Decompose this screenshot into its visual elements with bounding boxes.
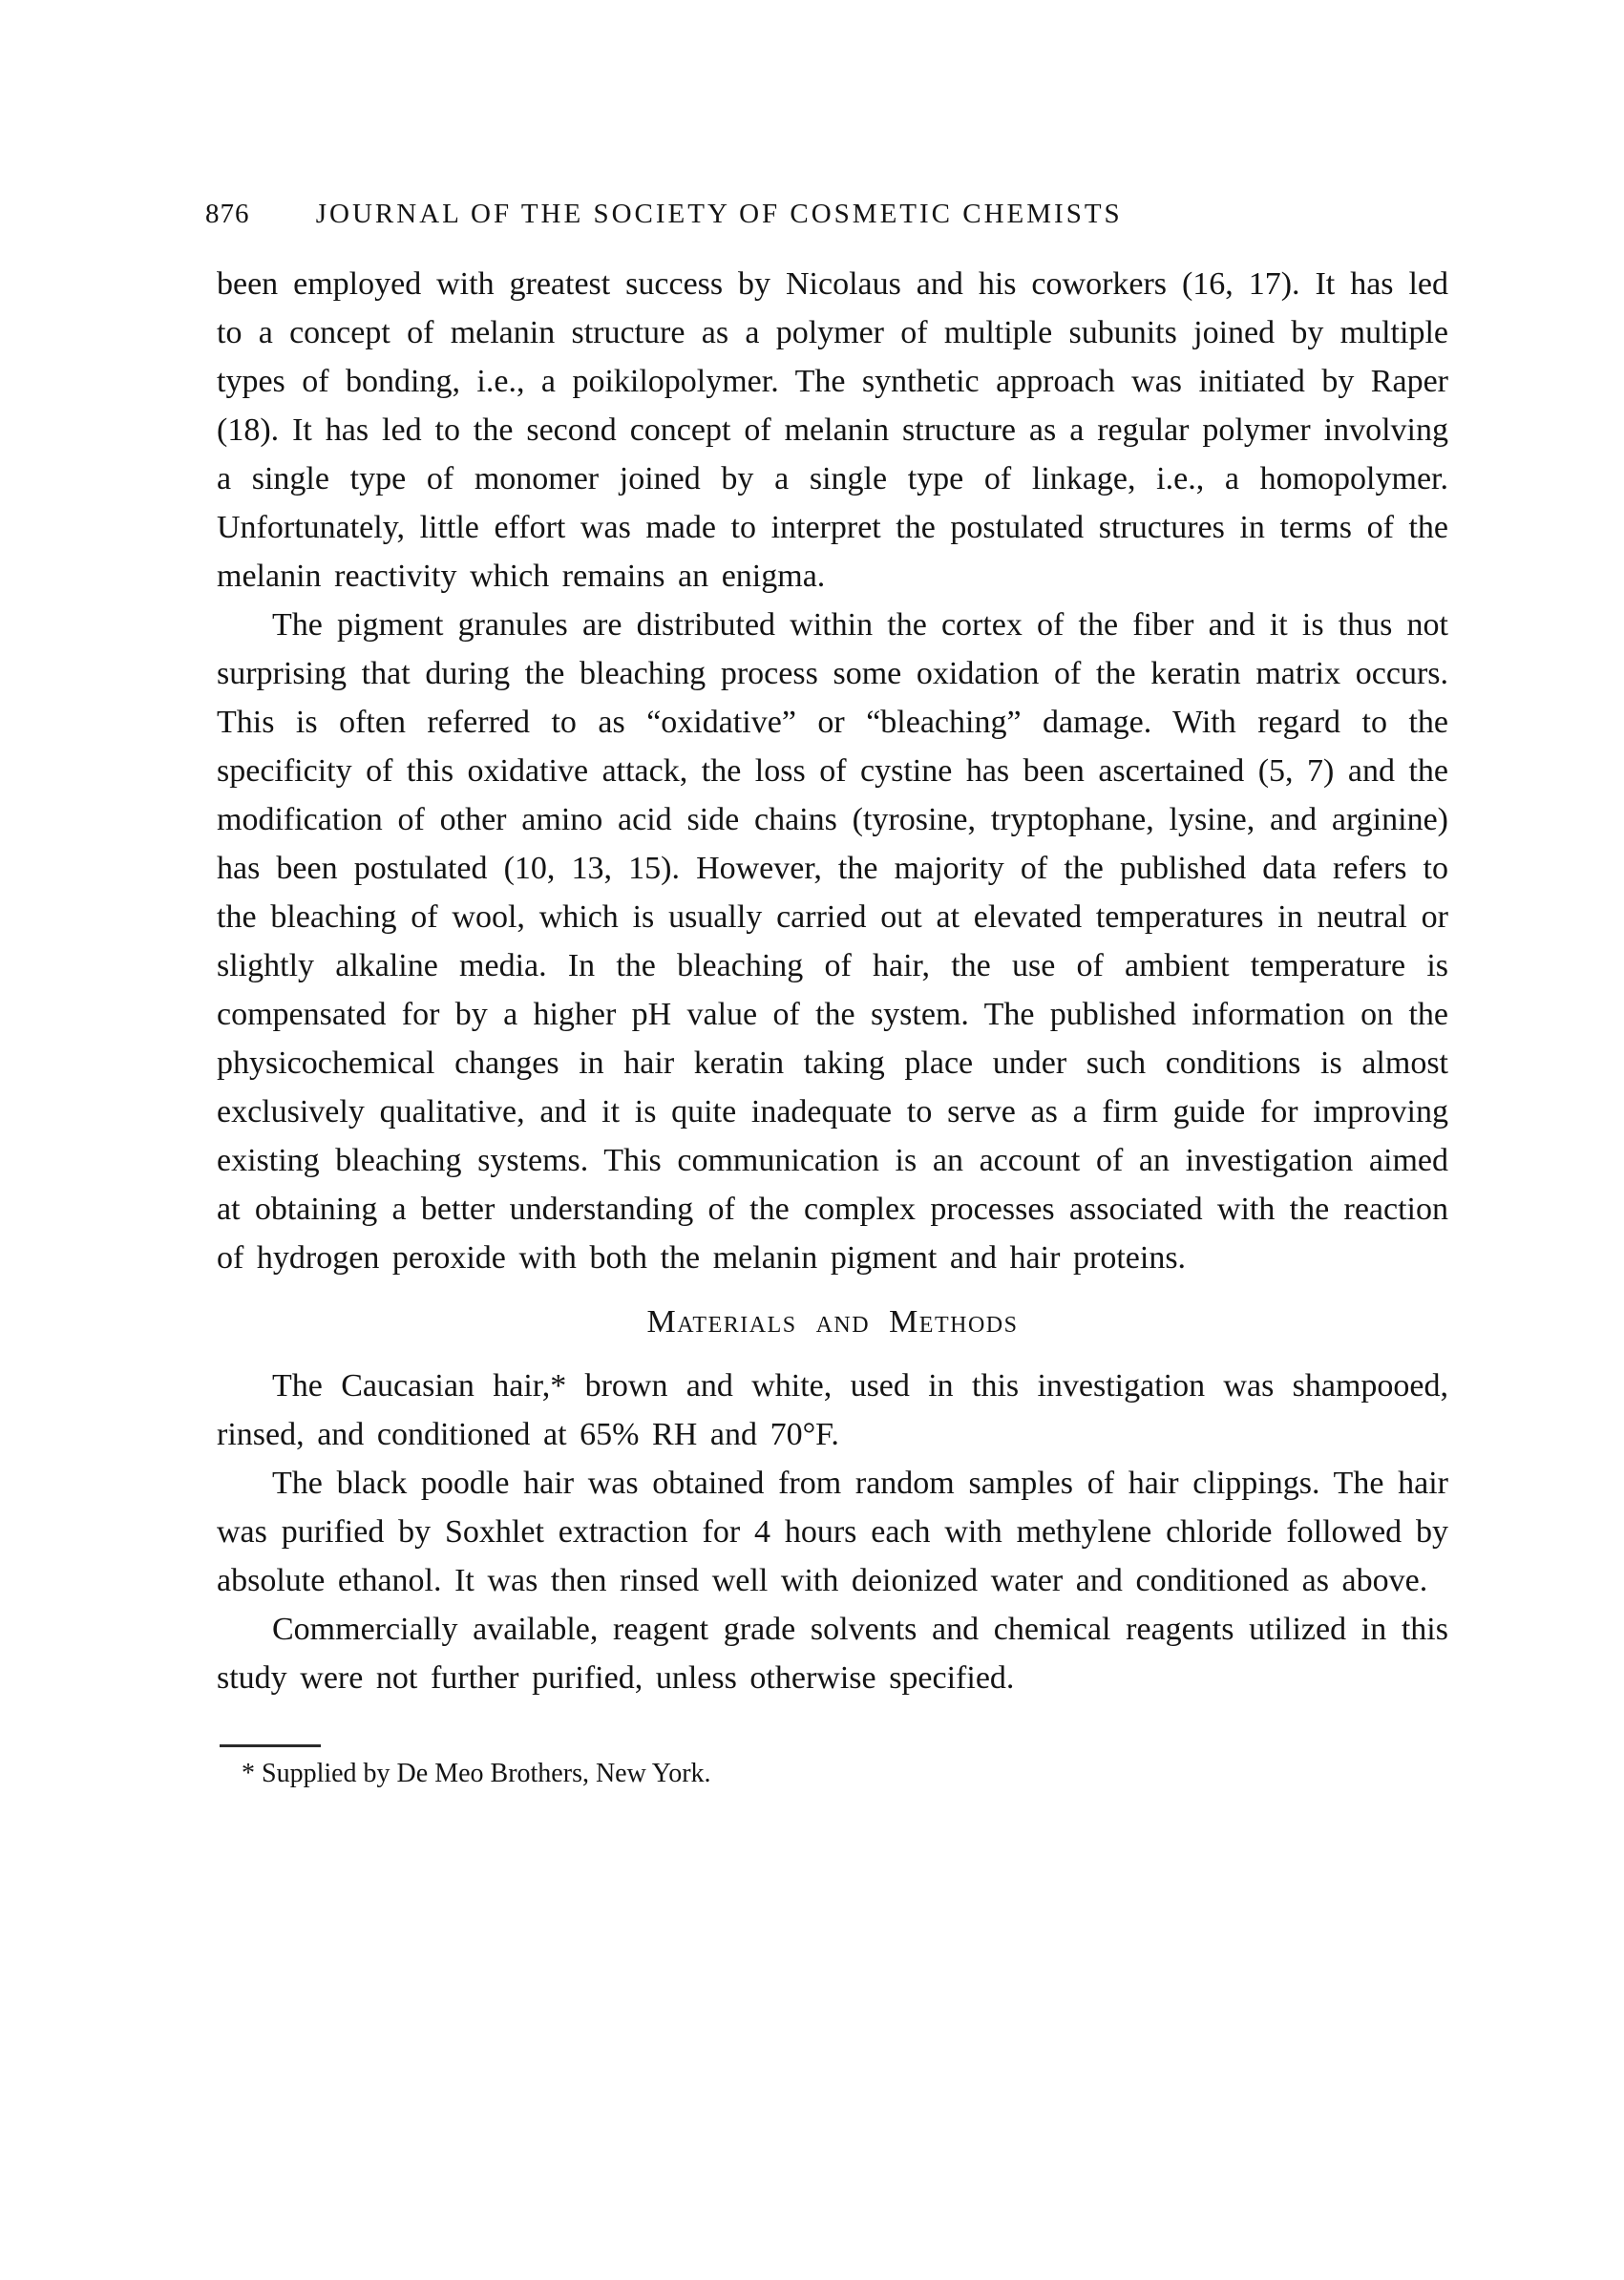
journal-title: JOURNAL OF THE SOCIETY OF COSMETIC CHEMISTS [315,199,1123,229]
section-heading: Materials and Methods [646,1304,1019,1340]
body-paragraph: Commercially available, reagent grade solvents and chemical reagents utilized in this study were not further purified, unless otherwise specified. [217,1612,1448,1696]
body-paragraph: The black poodle hair was obtained from random samples of hair clippings. The hair was purified by Soxhlet extraction for 4 hours each with methylene chloride followed by absolute ethanol. It was then rinsed well with deionized water and conditioned as above. [217,1466,1448,1598]
body-paragraph: The Caucasian hair,* brown and white, used in this investigation was shampooed, rinsed, and conditioned at 65% RH and 70°F. [217,1368,1448,1452]
footnote: * Supplied by De Meo Brothers, New York. [242,1759,711,1788]
footnote-block [217,1744,1448,1791]
body-paragraph: been employed with greatest success by Nicolaus and his coworkers (16, 17). It has led to a concept of melanin structure as a polymer of multiple subunits joined by multiple types of bonding, i.e., a poikilopolymer. The synthetic approach was initiated by Raper (18). It has led to the second concept of melanin structure as a regular polymer involving a single type of monomer joined by a single type of linkage, i.e., a homopolymer. Unfortunately, little effort was made to interpret the postulated structures in terms of the melanin reactivity which remains an enigma. [217,266,1448,594]
page-number: 876 [205,199,250,229]
footnote-rule [220,1744,321,1747]
running-head [205,197,1123,231]
text-column [217,260,1448,1791]
body-paragraph: The pigment granules are distributed within the cortex of the fiber and it is thus not surprising that during the bleaching process some oxidation of the keratin matrix occurs. This is often referred to as “oxidative” or “bleaching” damage. With regard to the specificity of this oxidative attack, the loss of cystine has been ascertained (5, 7) and the modification of other amino acid side chains (tyrosine, tryptophane, lysine, and arginine) has been postulated (10, 13, 15). However, the majority of the published data refers to the bleaching of wool, which is usually carried out at elevated temperatures in neutral or slightly alkaline media. In the bleaching of hair, the use of ambient temperature is compensated for by a higher pH value of the system. The published information on the physicochemical changes in hair keratin taking place under such conditions is almost exclusively qualitative, and it is quite inadequate to serve as a firm guide for improving existing bleaching systems. This communication is an account of an investigation aimed at obtaining a better understanding of the complex processes associated with the reaction of hydrogen peroxide with both the melanin pigment and hair proteins. [217,607,1448,1276]
